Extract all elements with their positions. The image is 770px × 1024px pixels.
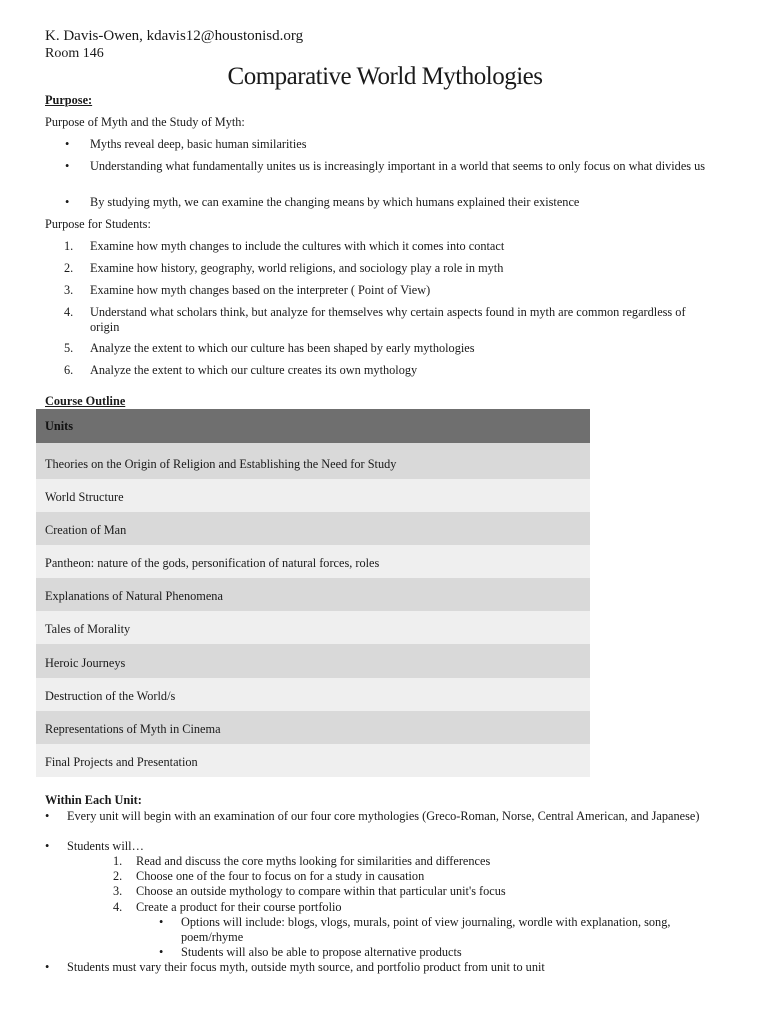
table-row: Heroic Journeys	[36, 644, 590, 677]
item-text: Examine how myth changes to include the cultures with which it comes into contact	[90, 239, 505, 253]
item-number: 3.	[64, 283, 74, 297]
table-row: Pantheon: nature of the gods, personification of natural forces, roles	[36, 545, 590, 578]
step-text: Create a product for their course portfolio	[136, 900, 342, 914]
table-row: Creation of Man	[36, 512, 590, 545]
step-number: 4.	[113, 900, 123, 914]
item-number: 6.	[64, 363, 74, 377]
author-line: K. Davis-Owen, kdavis12@houstonisd.org	[45, 28, 304, 44]
myth-bullet-text: Myths reveal deep, basic human similarities	[90, 137, 307, 151]
purpose-heading: Purpose:	[45, 93, 93, 107]
table-row: World Structure	[36, 479, 590, 512]
bullet-mark: •	[159, 915, 164, 929]
item-number: 5.	[64, 341, 74, 355]
page-title: Comparative World Mythologies	[227, 63, 543, 90]
item-number: 2.	[64, 261, 74, 275]
step-text: Choose an outside mythology to compare within that particular unit's focus	[136, 884, 506, 898]
table-row: Tales of Morality	[36, 611, 590, 644]
students-purpose-intro: Purpose for Students:	[45, 217, 151, 231]
units-table	[36, 409, 590, 777]
step-number: 3.	[113, 884, 123, 898]
step-text: Choose one of the four to focus on for a study in causation	[136, 869, 425, 883]
item-text: Examine how myth changes based on the interpreter ( Point of View)	[90, 283, 431, 297]
unit-bullet-1: Every unit will begin with an examination of our four core mythologies (Greco-Roman, Norse, Central American, and Japanese)	[67, 809, 700, 823]
bullet-mark: •	[45, 960, 50, 974]
within-unit-heading: Within Each Unit:	[45, 793, 142, 807]
item-text: Analyze the extent to which our culture creates its own mythology	[90, 363, 418, 377]
bullet-mark: •	[65, 195, 70, 209]
bullet-mark: •	[45, 839, 50, 853]
step-number: 1.	[113, 854, 123, 868]
bullet-mark: •	[45, 809, 50, 823]
table-row: Destruction of the World/s	[36, 678, 590, 711]
item-number: 1.	[64, 239, 74, 253]
sub-bullet-text: Options will include: blogs, vlogs, murals, point of view journaling, wordle with explanation, song, poem/rhyme	[181, 915, 671, 944]
step-text: Read and discuss the core myths looking for similarities and differences	[136, 854, 491, 868]
item-text: Examine how history, geography, world religions, and sociology play a role in myth	[90, 261, 504, 275]
units-table-header: Units	[36, 409, 590, 443]
bullet-mark: •	[65, 137, 70, 151]
unit-bullet-3: Students must vary their focus myth, outside myth source, and portfolio product from unit to unit	[67, 960, 545, 974]
myth-bullet-text: Understanding what fundamentally unites us is increasingly important in a world that seems to only focus on what divides us	[90, 159, 706, 173]
myth-purpose-intro: Purpose of Myth and the Study of Myth:	[45, 115, 245, 129]
bullet-mark: •	[159, 945, 164, 959]
unit-bullet-2: Students will…	[67, 839, 144, 853]
step-number: 2.	[113, 869, 123, 883]
myth-bullet-text: By studying myth, we can examine the changing means by which humans explained their existence	[90, 195, 580, 209]
table-row: Representations of Myth in Cinema	[36, 711, 590, 744]
sub-bullet-text: Students will also be able to propose alternative products	[181, 945, 462, 959]
bullet-mark: •	[65, 159, 70, 173]
table-row: Explanations of Natural Phenomena	[36, 578, 590, 611]
item-number: 4.	[64, 305, 74, 319]
table-row: Theories on the Origin of Religion and Establishing the Need for Study	[36, 443, 590, 479]
item-text: Analyze the extent to which our culture has been shaped by early mythologies	[90, 341, 475, 355]
course-outline-heading: Course Outline	[45, 394, 126, 408]
table-row: Final Projects and Presentation	[36, 744, 590, 777]
room-line: Room 146	[45, 46, 104, 61]
unit-bullet-text	[67, 809, 707, 824]
item-text: Understand what scholars think, but analyze for themselves why certain aspects found in myth are common regardless of origin	[90, 305, 686, 334]
